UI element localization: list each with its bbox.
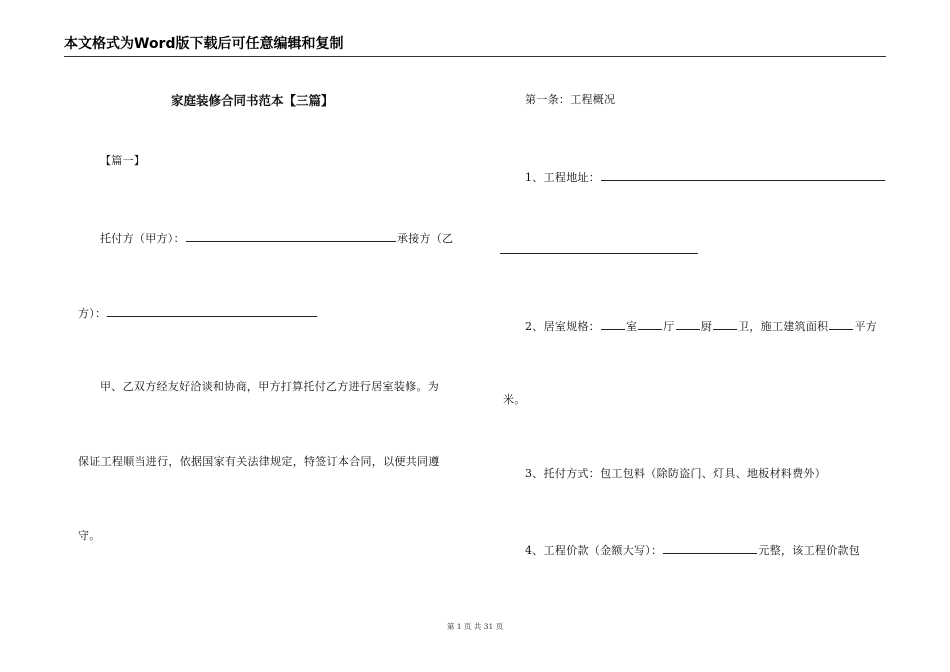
clause-party-a	[100, 230, 453, 246]
clause-party-b	[78, 305, 318, 321]
area-blank	[829, 318, 853, 330]
bath-count-blank	[713, 318, 737, 330]
document-title: 家庭装修合同书范本【三篇】	[171, 93, 334, 108]
party-a-label: 托付方（甲方）：	[100, 232, 185, 245]
item-contract-mode: 3、托付方式：包工包料（除防盗门、灯具、地板材料费外）	[525, 467, 827, 480]
bath-unit-area: 卫，施工建筑面积	[738, 320, 829, 333]
section-heading: 【篇一】	[100, 154, 146, 167]
kitchen-count-blank	[676, 318, 700, 330]
address-blank-continued	[500, 253, 698, 254]
paragraph-line-2: 保证工程顺当进行，依据国家有关法律规定，特签订本合同，以便共同遵	[78, 455, 440, 468]
room-spec-label: 2、居室规格：	[525, 320, 601, 333]
room-spec-continued: 米。	[503, 393, 526, 406]
price-label: 4、工程价款（金额大写）：	[525, 544, 663, 557]
page-footer	[0, 622, 950, 632]
kitchen-unit: 厨	[700, 320, 713, 333]
party-b-label-cont: 方）：	[78, 307, 107, 320]
page-header	[64, 34, 886, 57]
article-1-heading: 第一条：工程概况	[525, 93, 616, 106]
hall-unit: 厅	[663, 320, 675, 333]
hall-count-blank	[638, 318, 662, 330]
item-room-spec	[525, 318, 877, 334]
party-b-blank	[107, 305, 317, 317]
header-text: 本文格式为Word版下载后可任意编辑和复制	[64, 36, 344, 52]
area-unit: 平方	[854, 320, 878, 333]
party-a-blank	[186, 230, 396, 242]
paragraph-line-3: 守。	[78, 529, 101, 542]
room-count-blank	[601, 318, 625, 330]
price-blank	[663, 542, 757, 554]
item-contract-price	[525, 542, 860, 558]
party-b-label: 承接方（乙	[396, 232, 454, 245]
paragraph-line-1: 甲、乙双方经友好洽谈和协商，甲方打算托付乙方进行居室装修。为	[100, 380, 439, 393]
price-suffix: 元整，该工程价款包	[758, 544, 861, 557]
address-blank	[601, 169, 885, 181]
room-unit: 室	[626, 320, 638, 333]
page-number: 第 1 页 共 31 页	[446, 622, 504, 631]
address-label: 1、工程地址：	[525, 171, 601, 184]
item-address	[525, 169, 886, 185]
